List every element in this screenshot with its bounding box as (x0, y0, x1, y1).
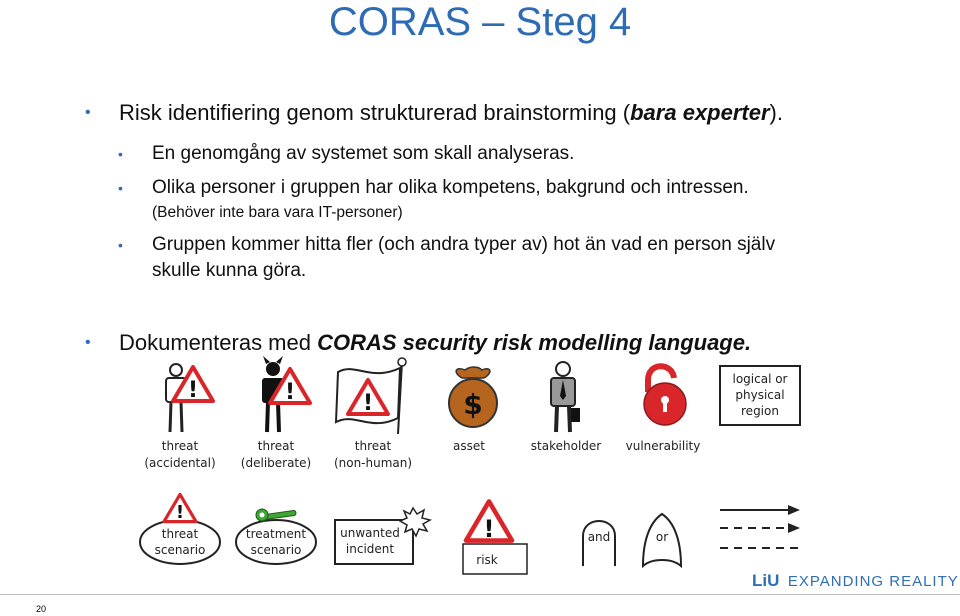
warning-mark: ! (175, 502, 185, 523)
stakeholder-icon (551, 362, 580, 432)
liu-logo (752, 571, 959, 591)
bullet-4-text: Gruppen kommer hitta fler (och andra typer av) hot än vad en person själv (152, 234, 776, 255)
bullet-dot: • (118, 146, 123, 162)
label-threat-accidental: threat (161, 439, 199, 453)
label-vulnerability: vulnerability (625, 439, 701, 453)
warning-mark: ! (284, 380, 296, 405)
relation-arrows (720, 505, 800, 548)
region-box (720, 366, 800, 425)
dollar-sign: $ (463, 388, 483, 421)
page-number: 20 (36, 604, 47, 614)
warning-mark: ! (483, 515, 495, 543)
bullet-5-text: Dokumenteras med (119, 330, 318, 355)
or-gate (643, 514, 681, 566)
threat-accidental-icon (166, 364, 213, 432)
threat-nonhuman-flag-icon (336, 358, 406, 434)
bullet-1-end: ). (769, 100, 783, 125)
and-gate (583, 521, 615, 566)
label-stakeholder: stakeholder (530, 439, 602, 453)
label-treatment-scenario: treatment (245, 527, 307, 541)
bullet-dot: • (85, 104, 91, 121)
label-region: logical or (732, 372, 788, 386)
label-asset: asset (453, 439, 485, 453)
label-threat-nonhuman: threat (354, 439, 392, 453)
label-threat-deliberate-2: (deliberate) (240, 456, 312, 470)
asset-money-bag-icon (449, 367, 497, 427)
label-or: or (655, 530, 669, 544)
threat-scenario-node (140, 494, 220, 564)
label-unwanted-incident: unwanted (340, 526, 400, 540)
label-and: and (587, 530, 611, 544)
label-unwanted-incident-2: incident (345, 542, 395, 556)
explosion-icon (400, 508, 430, 536)
footer-divider (0, 594, 960, 595)
bullet-4-continued: skulle kunna göra. (152, 260, 307, 281)
treatment-scenario-node (236, 509, 316, 564)
vulnerability-open-padlock-icon (644, 366, 686, 425)
label-threat-accidental-2: (accidental) (144, 456, 216, 470)
label-threat-nonhuman-2: (non-human) (333, 456, 413, 470)
unwanted-incident-node (335, 508, 430, 564)
bullet-1-emphasis: bara experter (630, 100, 770, 125)
bullet-1-text: Risk identifiering genom strukturerad brainstorming ( (119, 100, 631, 125)
label-threat-scenario: threat (161, 527, 199, 541)
bullet-dot: • (85, 334, 91, 351)
bullet-3-sub: (Behöver inte bara vara IT-personer) (152, 204, 403, 221)
warning-mark: ! (362, 391, 374, 416)
label-threat-deliberate: threat (257, 439, 295, 453)
bullet-dot: • (118, 237, 123, 253)
label-region-2: physical (735, 388, 785, 402)
label-threat-scenario-2: scenario (154, 543, 206, 557)
label-risk: risk (476, 553, 498, 567)
liu-logo-tagline: EXPANDING REALITY (787, 573, 959, 590)
bullet-5-emphasis: CORAS security risk modelling language. (317, 330, 752, 355)
bullet-dot: • (118, 180, 123, 196)
slide-title: CORAS – Steg 4 (328, 0, 632, 44)
risk-node (463, 501, 527, 574)
bullet-2-text: En genomgång av systemet som skall analyseras. (152, 143, 575, 164)
warning-mark: ! (187, 378, 199, 403)
label-treatment-scenario-2: scenario (250, 543, 302, 557)
liu-logo-mark: LiU (752, 571, 780, 590)
threat-deliberate-icon (262, 356, 310, 432)
label-region-3: region (741, 404, 779, 418)
bullet-3-text: Olika personer i gruppen har olika kompetens, bakgrund och intressen. (152, 177, 749, 198)
